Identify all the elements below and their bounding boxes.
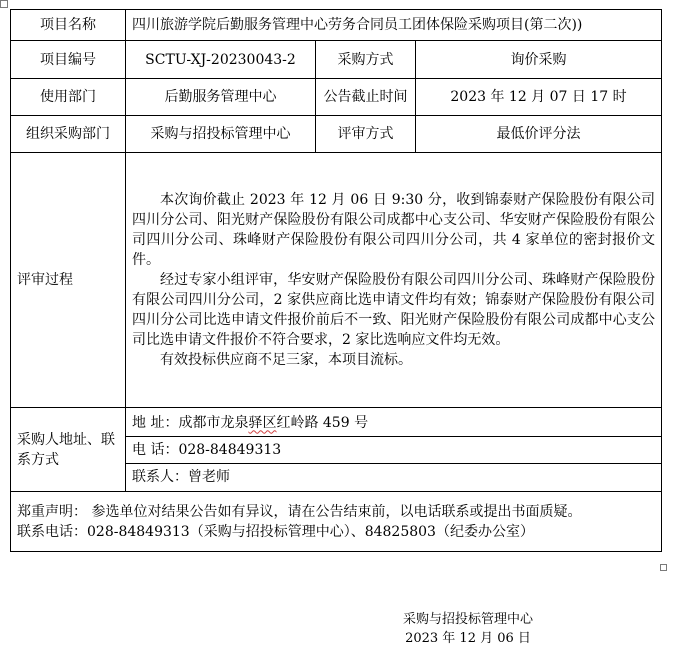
project-number-value: SCTU-XJ-20230043-2 — [126, 41, 316, 79]
contact-address — [126, 410, 661, 437]
table-resize-handle-icon[interactable] — [660, 564, 667, 571]
notice-declaration: 郑重声明： 参选单位对结果公告如有异议，请在公告结束前，以电话联系或提出书面质疑。 — [17, 503, 582, 520]
row-department — [11, 79, 662, 116]
contact-person: 联系人：曾老师 — [132, 468, 230, 485]
review-method-value: 最低价评分法 — [416, 116, 662, 153]
row-review-process — [11, 153, 662, 408]
row-contact — [11, 408, 662, 492]
using-department-value: 后勤服务管理中心 — [126, 79, 316, 116]
notice-phone: 联系电话：028-84849313（采购与招投标管理中心）、84825803（纪委办公室） — [17, 523, 534, 540]
deadline-label: 公告截止时间 — [316, 79, 416, 116]
project-number-label: 项目编号 — [11, 41, 126, 79]
table-move-handle-icon[interactable] — [0, 0, 8, 8]
review-method-label: 评审方式 — [316, 116, 416, 153]
process-paragraph-1: 本次询价截止 2023 年 12 月 06 日 9:30 分，收到锦泰财产保险股份有限公司四川分公司、阳光财产保险股份有限公司成都中心支公司、华安财产保险股份有限公司四川分公司、珠峰财产保险股份有限公司四川分公司，共 4 家单位的密封报价文件。 — [132, 192, 656, 268]
contact-phone: 电 话：028-84849313 — [126, 437, 661, 464]
address-prefix: 地 址：成都市龙泉 — [132, 414, 249, 431]
project-name-value: 四川旅游学院后勤服务管理中心劳务合同员工团体保险采购项目(第二次)) — [126, 10, 662, 41]
row-project-number — [11, 41, 662, 79]
deadline-value: 2023 年 12 月 07 日 17 时 — [416, 79, 662, 116]
organizer-label: 组织采购部门 — [11, 116, 126, 153]
contact-content — [126, 408, 662, 492]
signature-date: 2023 年 12 月 06 日 — [405, 631, 531, 646]
contact-label: 采购人地址、联系方式 — [11, 408, 126, 492]
procurement-method-label: 采购方式 — [316, 41, 416, 79]
review-process-label: 评审过程 — [11, 153, 126, 408]
project-name-label: 项目名称 — [11, 10, 126, 41]
row-notice — [11, 492, 662, 552]
announcement-table — [10, 9, 662, 552]
notice-content — [11, 492, 662, 552]
process-paragraph-2: 经过专家小组评审，华安财产保险股份有限公司四川分公司、珠峰财产保险股份有限公司四川分公司，2 家供应商比选申请文件均有效；锦泰财产保险股份有限公司四川分公司比选申请文件报价前后不一致、阳光财产保险股份有限公司成都中心支公司比选申请文件报价不符合要求，2 家比选响应文件均无效。 — [132, 272, 656, 348]
address-spellcheck-text: 驿区 — [248, 414, 277, 431]
row-project-name — [11, 10, 662, 41]
review-process-content — [126, 153, 662, 408]
organizer-value: 采购与招投标管理中心 — [126, 116, 316, 153]
signature-block — [398, 610, 538, 648]
procurement-method-value: 询价采购 — [416, 41, 662, 79]
signature-org: 采购与招投标管理中心 — [402, 612, 533, 627]
address-suffix: 红岭路 459 号 — [276, 414, 369, 431]
process-paragraph-3: 有效投标供应商不足三家，本项目流标。 — [160, 352, 412, 368]
using-department-label: 使用部门 — [11, 79, 126, 116]
row-organizer — [11, 116, 662, 153]
